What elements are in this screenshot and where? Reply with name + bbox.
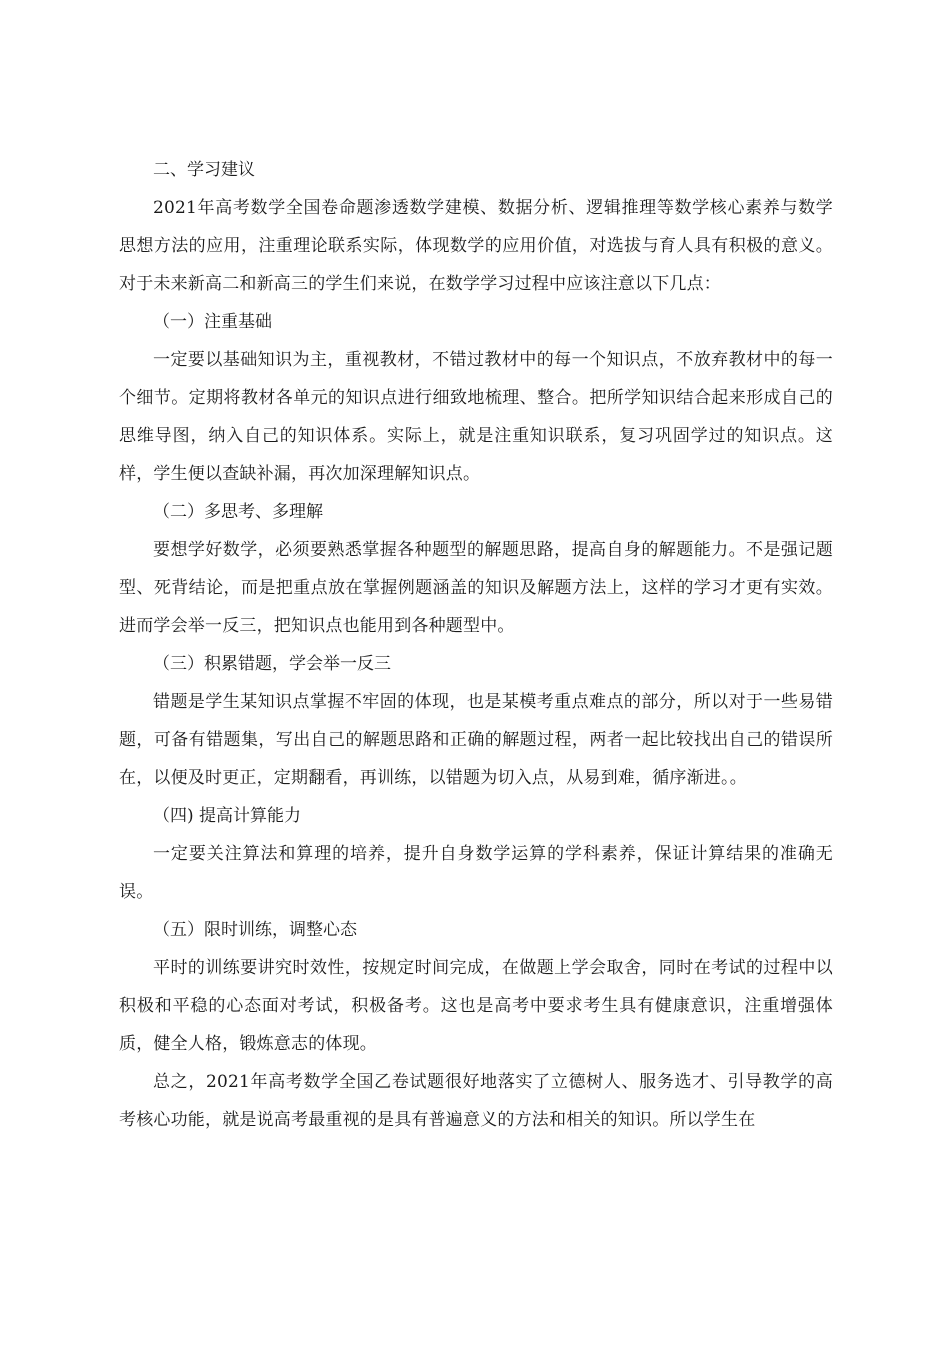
item-body-5: 平时的训练要讲究时效性，按规定时间完成，在做题上学会取舍，同时在考试的过程中以积极和平稳的心态面对考试，积极备考。这也是高考中要求考生具有健康意识，注重增强体质，健全人格，锻炼意志的体现。 <box>119 958 833 1054</box>
item-body-3: 错题是学生某知识点掌握不牢固的体现，也是某模考重点难点的部分，所以对于一些易错题，可备有错题集，写出自己的解题思路和正确的解题过程，两者一起比较找出自己的错误所在，以便及时更正，定期翻看，再训练，以错题为切入点，从易到难，循序渐进。。 <box>119 692 833 788</box>
item-heading-4: （四) 提高计算能力 <box>153 806 302 826</box>
item-body-4: 一定要关注算法和算理的培养，提升自身数学运算的学科素养，保证计算结果的准确无误。 <box>119 844 833 902</box>
item-body-2: 要想学好数学，必须要熟悉掌握各种题型的解题思路，提高自身的解题能力。不是强记题型、死背结论，而是把重点放在掌握例题涵盖的知识及解题方法上，这样的学习才更有实效。进而学会举一反三，把知识点也能用到各种题型中。 <box>119 540 833 636</box>
conclusion-paragraph: 总之，2021年高考数学全国乙卷试题很好地落实了立德树人、服务选才、引导教学的高考核心功能，就是说高考最重视的是具有普遍意义的方法和相关的知识。所以学生在 <box>119 1072 833 1130</box>
document-body <box>119 151 833 1139</box>
item-heading-1: （一）注重基础 <box>153 312 272 332</box>
item-heading-5: （五）限时训练，调整心态 <box>153 920 357 940</box>
section-title: 二、学习建议 <box>153 160 255 180</box>
item-body-1: 一定要以基础知识为主，重视教材，不错过教材中的每一个知识点，不放弃教材中的每一个细节。定期将教材各单元的知识点进行细致地梳理、整合。把所学知识结合起来形成自己的思维导图，纳入自己的知识体系。实际上，就是注重知识联系，复习巩固学过的知识点。这样，学生便以查缺补漏，再次加深理解知识点。 <box>119 350 833 484</box>
item-heading-2: （二）多思考、多理解 <box>153 502 323 522</box>
item-heading-3: （三）积累错题，学会举一反三 <box>153 654 391 674</box>
intro-paragraph: 2021年高考数学全国卷命题渗透数学建模、数据分析、逻辑推理等数学核心素养与数学思想方法的应用，注重理论联系实际，体现数学的应用价值，对选拔与育人具有积极的意义。对于未来新高二和新高三的学生们来说，在数学学习过程中应该注意以下几点： <box>119 198 833 294</box>
